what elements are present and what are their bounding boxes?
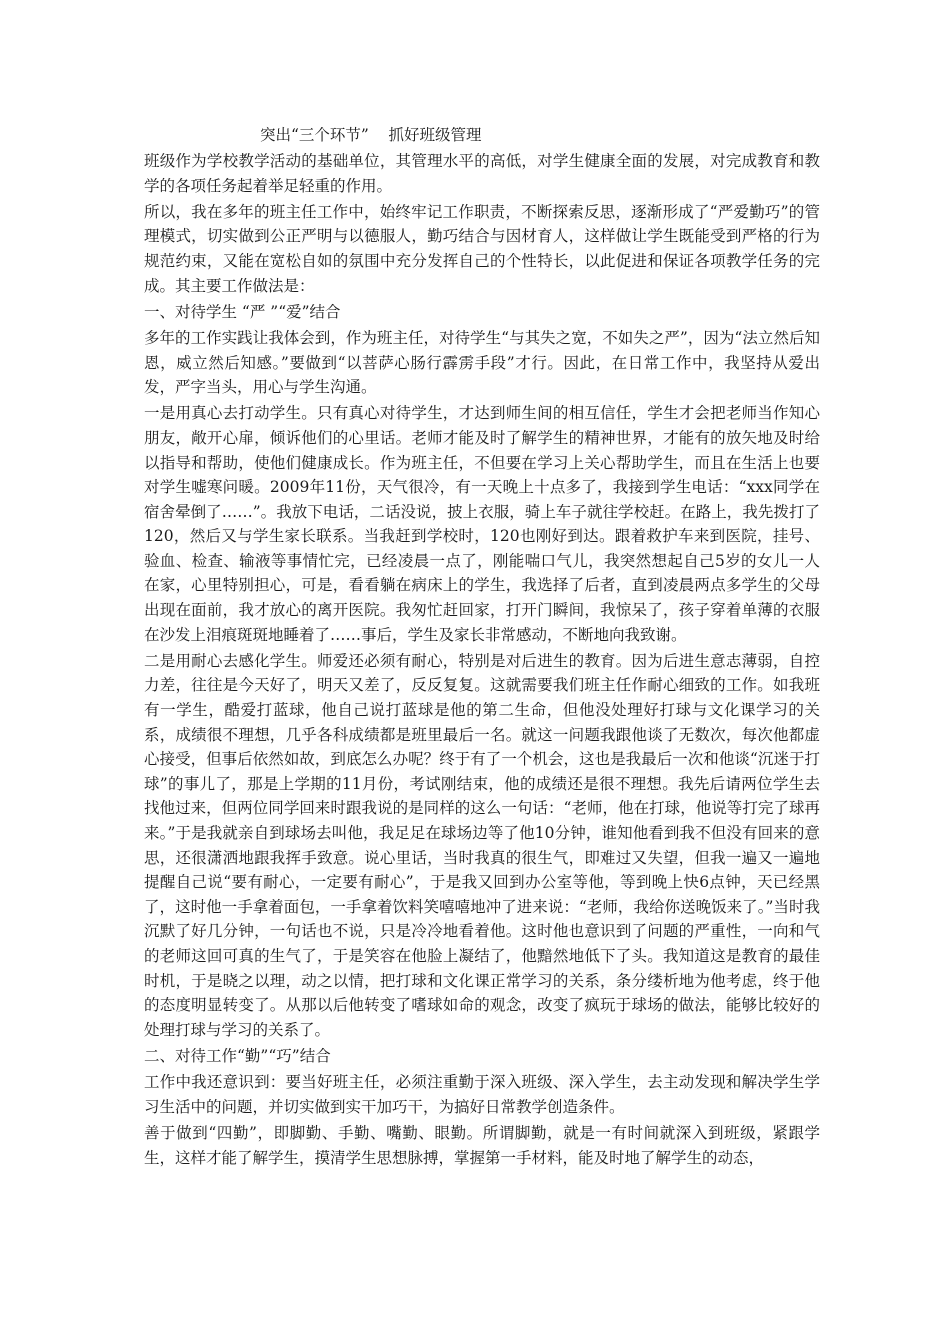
paragraph-approach: 所以，我在多年的班主任工作中，始终牢记工作职责，不断探索反思，逐渐形成了“严爱勤巧”的管理模式，切实做到公正严明与以德服人，勤巧结合与因材育人，这样做让学生既能受到严格的行为规范约束，又能在宽松自如的氛围中充分发挥自己的个性特长，以此促进和保证各项教学任务的完成。其主要工作做法是： <box>144 202 820 295</box>
section-heading-1: 一、对待学生 “严 ”“爱”结合 <box>144 302 341 321</box>
paragraph-section2-intro: 工作中我还意识到：要当好班主任，必须注重勤于深入班级、深入学生，去主动发现和解决学生学习生活中的问题，并切实做到实干加巧干，为搞好日常教学创造条件。 <box>144 1073 820 1116</box>
paragraph-section1-intro: 多年的工作实践让我体会到，作为班主任，对待学生“与其失之宽，不如失之严”，因为“法立然后知恩，威立然后知感。”要做到“以菩萨心肠行霹雳手段”才行。因此，在日常工作中，我坚持从爱出发，严字当头，用心与学生沟通。 <box>144 328 820 397</box>
paragraph-patience: 二是用耐心去感化学生。师爱还必须有耐心，特别是对后进生的教育。因为后进生意志薄弱，自控力差，往往是今天好了，明天又差了，反反复复。这就需要我们班主任作耐心细致的工作。如我班有一学生，酷爱打蓝球，他自己说打蓝球是他的第二生命，但他没处理好打球与文化课学习的关系，成绩很不理想，几乎各科成绩都是班里最后一名。就这一问题我跟他谈了无数次，每次他都虚心接受，但事后依然如故，到底怎么办呢？终于有了一个机会，这也是我最后一次和他谈“沉迷于打球”的事儿了，那是上学期的11月份，考试刚结束，他的成绩还是很不理想。我先后请两位学生去找他过来，但两位同学回来时跟我说的是同样的这么一句话：“老师，他在打球，他说等打完了球再来。”于是我就亲自到球场去叫他，我足足在球场边等了他10分钟，谁知他看到我不但没有回来的意思，还很潇洒地跟我挥手致意。说心里话，当时我真的很生气，即难过又失望，但我一遍又一遍地提醒自己说“要有耐心，一定要有耐心”，于是我又回到办公室等他，等到晚上快6点钟，天已经黑了，这时他一手拿着面包，一手拿着饮料笑嘻嘻地冲了进来说：“老师，我给你送晚饭来了。”当时我沉默了好几分钟，一句话也不说，只是冷冷地看着他。这时他也意识到了问题的严重性，一向和气的老师这回可真的生气了，于是笑容在他脸上凝结了，他黯然地低下了头。我知道这是教育的最佳时机，于是晓之以理，动之以情，把打球和文化课正常学习的关系，条分缕析地为他考虑，终于他的态度明显转变了。从那以后他转变了嗜球如命的观念，改变了疯玩于球场的做法，能够比较好的处理打球与学习的关系了。 <box>144 651 820 1039</box>
paragraph-intro: 班级作为学校教学活动的基础单位，其管理水平的高低，对学生健康全面的发展，对完成教育和教学的各项任务起着举足轻重的作用。 <box>144 152 820 195</box>
document-body <box>144 149 820 1172</box>
section-heading-2: 二、对待工作“勤”“巧”结合 <box>144 1046 331 1065</box>
document-title: 突出“三个环节” 抓好班级管理 <box>260 126 482 144</box>
paragraph-sincerity: 一是用真心去打动学生。只有真心对待学生，才达到师生间的相互信任，学生才会把老师当作知心朋友，敞开心扉，倾诉他们的心里话。老师才能及时了解学生的精神世界，才能有的放矢地及时给以指导和帮助，使他们健康成长。作为班主任，不但要在学习上关心帮助学生，而且在生活上也要对学生嘘寒问暖。2009年11份，天气很冷，有一天晚上十点多了，我接到学生电话：“xxx同学在宿舍晕倒了……”。我放下电话，二话没说，披上衣服，骑上车子就往学校赶。在路上，我先拨打了120，然后又与学生家长联系。当我赶到学校时，120也刚好到达。跟着救护车来到医院，挂号、验血、检查、输液等事情忙完，已经凌晨一点了，刚能喘口气儿，我突然想起自己5岁的女儿一人在家，心里特别担心，可是，看看躺在病床上的学生，我选择了后者，直到凌晨两点多学生的父母出现在面前，我才放心的离开医院。我匆忙赶回家，打开门瞬间，我惊呆了，孩子穿着单薄的衣服在沙发上泪痕斑斑地睡着了……事后，学生及家长非常感动，不断地向我致谢。 <box>144 404 820 644</box>
paragraph-four-diligences: 善于做到“四勤”，即脚勤、手勤、嘴勤、眼勤。所谓脚勤，就是一有时间就深入到班级，紧跟学生，这样才能了解学生，摸清学生思想脉搏，掌握第一手材料，能及时地了解学生的动态， <box>144 1123 820 1167</box>
